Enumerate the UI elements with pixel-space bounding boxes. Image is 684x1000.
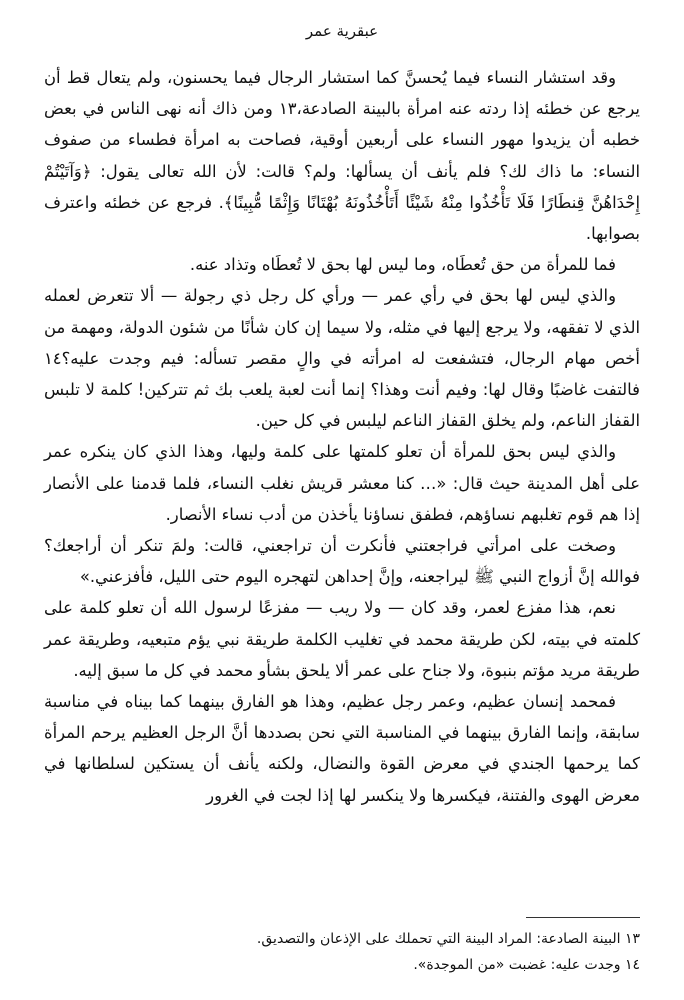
paragraph: والذي ليس لها بحق في رأي عمر — ورأي كل رجل ذي رجولة — ألا تتعرض لعمله الذي لا تفقهه، ولا يرجع إليها في مثله، ولا سيما إن كان شأنًا من شئون الدولة، ومهمة من أخص مهام الرجال، فتشفعت له امرأته في والٍ مقصر تسأله: فيم وجدت عليه؟١٤ فالتفت غاضبًا وقال لها: وفيم أنت وهذا؟ إنما أنت لعبة يلعب بك ثم تتركين! كلمة لا تلبس القفاز الناعم، ولم يخلق القفاز الناعم ليلبس في كل حين.: [44, 286, 640, 431]
paragraph: نعم، هذا مفزع لعمر، وقد كان — ولا ريب — مفزعًا لرسول الله أن تعلو كلمة على كلمته في بيته، لكن طريقة محمد في تغليب الكلمة طريقة نبي يؤم متبعيه، وطريقة عمر طريقة مريد مؤتم بنبوة، ولا جناح على عمر ألا يلحق بشأو محمد في كل ما سبق إليه.: [44, 598, 640, 680]
footnote: ١٤ وجدت عليه: غضبت «من الموجدة».: [413, 957, 640, 973]
footnote: ١٣ البينة الصادعة: المراد البينة التي تحملك على الإذعان والتصديق.: [256, 931, 640, 947]
paragraph: وقد استشار النساء فيما يُحسنَّ كما استشار الرجال فيما يحسنون، ولم يتعال قط أن يرجع عن خطئه إذا ردته عنه امرأة بالبينة الصادعة،١٣ ومن ذاك أنه نهى الناس في بعض خطبه أن يزيدوا مهور النساء على أربعين أوقية، فصاحت به امرأة فطساء من صفوف النساء: ما ذاك لك؟ فلم يأنف أن يسألها: ولم؟ قالت: لأن الله تعالى يقول: ﴿وَآتَيْتُمْ إِحْدَاهُنَّ قِنطَارًا فَلَا تَأْخُذُوا مِنْهُ شَيْئًا أَتَأْخُذُونَهُ بُهْتَانًا وَإِثْمًا مُّبِينًا﴾. فرجع عن خطئه واعترف بصوابها.: [44, 68, 640, 244]
footnote-divider: [526, 917, 640, 918]
paragraph: فمحمد إنسان عظيم، وعمر رجل عظيم، وهذا هو الفارق بينهما كما بيناه في مناسبة سابقة، وإنما الفارق بينهما في المناسبة التي نحن بصددها أنَّ الرجل العظيم يرحم المرأة كما يرحمها الجندي في معرض القوة والنضال، ولكنه يأنف أن يستكين لسلطانها في معرض الهوى والفتنة، فيكسرها ولا ينكسر لها إذا لجت في الغرور: [44, 692, 640, 805]
paragraph: والذي ليس بحق للمرأة أن تعلو كلمتها على كلمة وليها، وهذا الذي كان ينكره عمر على أهل المدينة حيث قال: «… كنا معشر قريش نغلب النساء، فلما قدمنا على الأنصار إذا هم قوم تغلبهم نساؤهم، فطفق نساؤنا يأخذن من أدب نساء الأنصار.: [44, 442, 640, 524]
paragraph: وصخت على امرأتي فراجعتني فأنكرت أن تراجعني، قالت: ولمَ تنكر أن أراجعك؟ فوالله إنَّ أزواج النبي ﷺ ليراجعنه، وإنَّ إحداهن لتهجره اليوم حتى الليل، فأفزعني.»: [44, 536, 640, 587]
body-text: [44, 62, 640, 811]
footnotes: [44, 926, 640, 978]
running-header: عبقرية عمر: [305, 22, 379, 40]
paragraph: فما للمرأة من حق تُعطَاه، وما ليس لها بحق لا تُعطَاه وتذاد عنه.: [189, 255, 616, 275]
